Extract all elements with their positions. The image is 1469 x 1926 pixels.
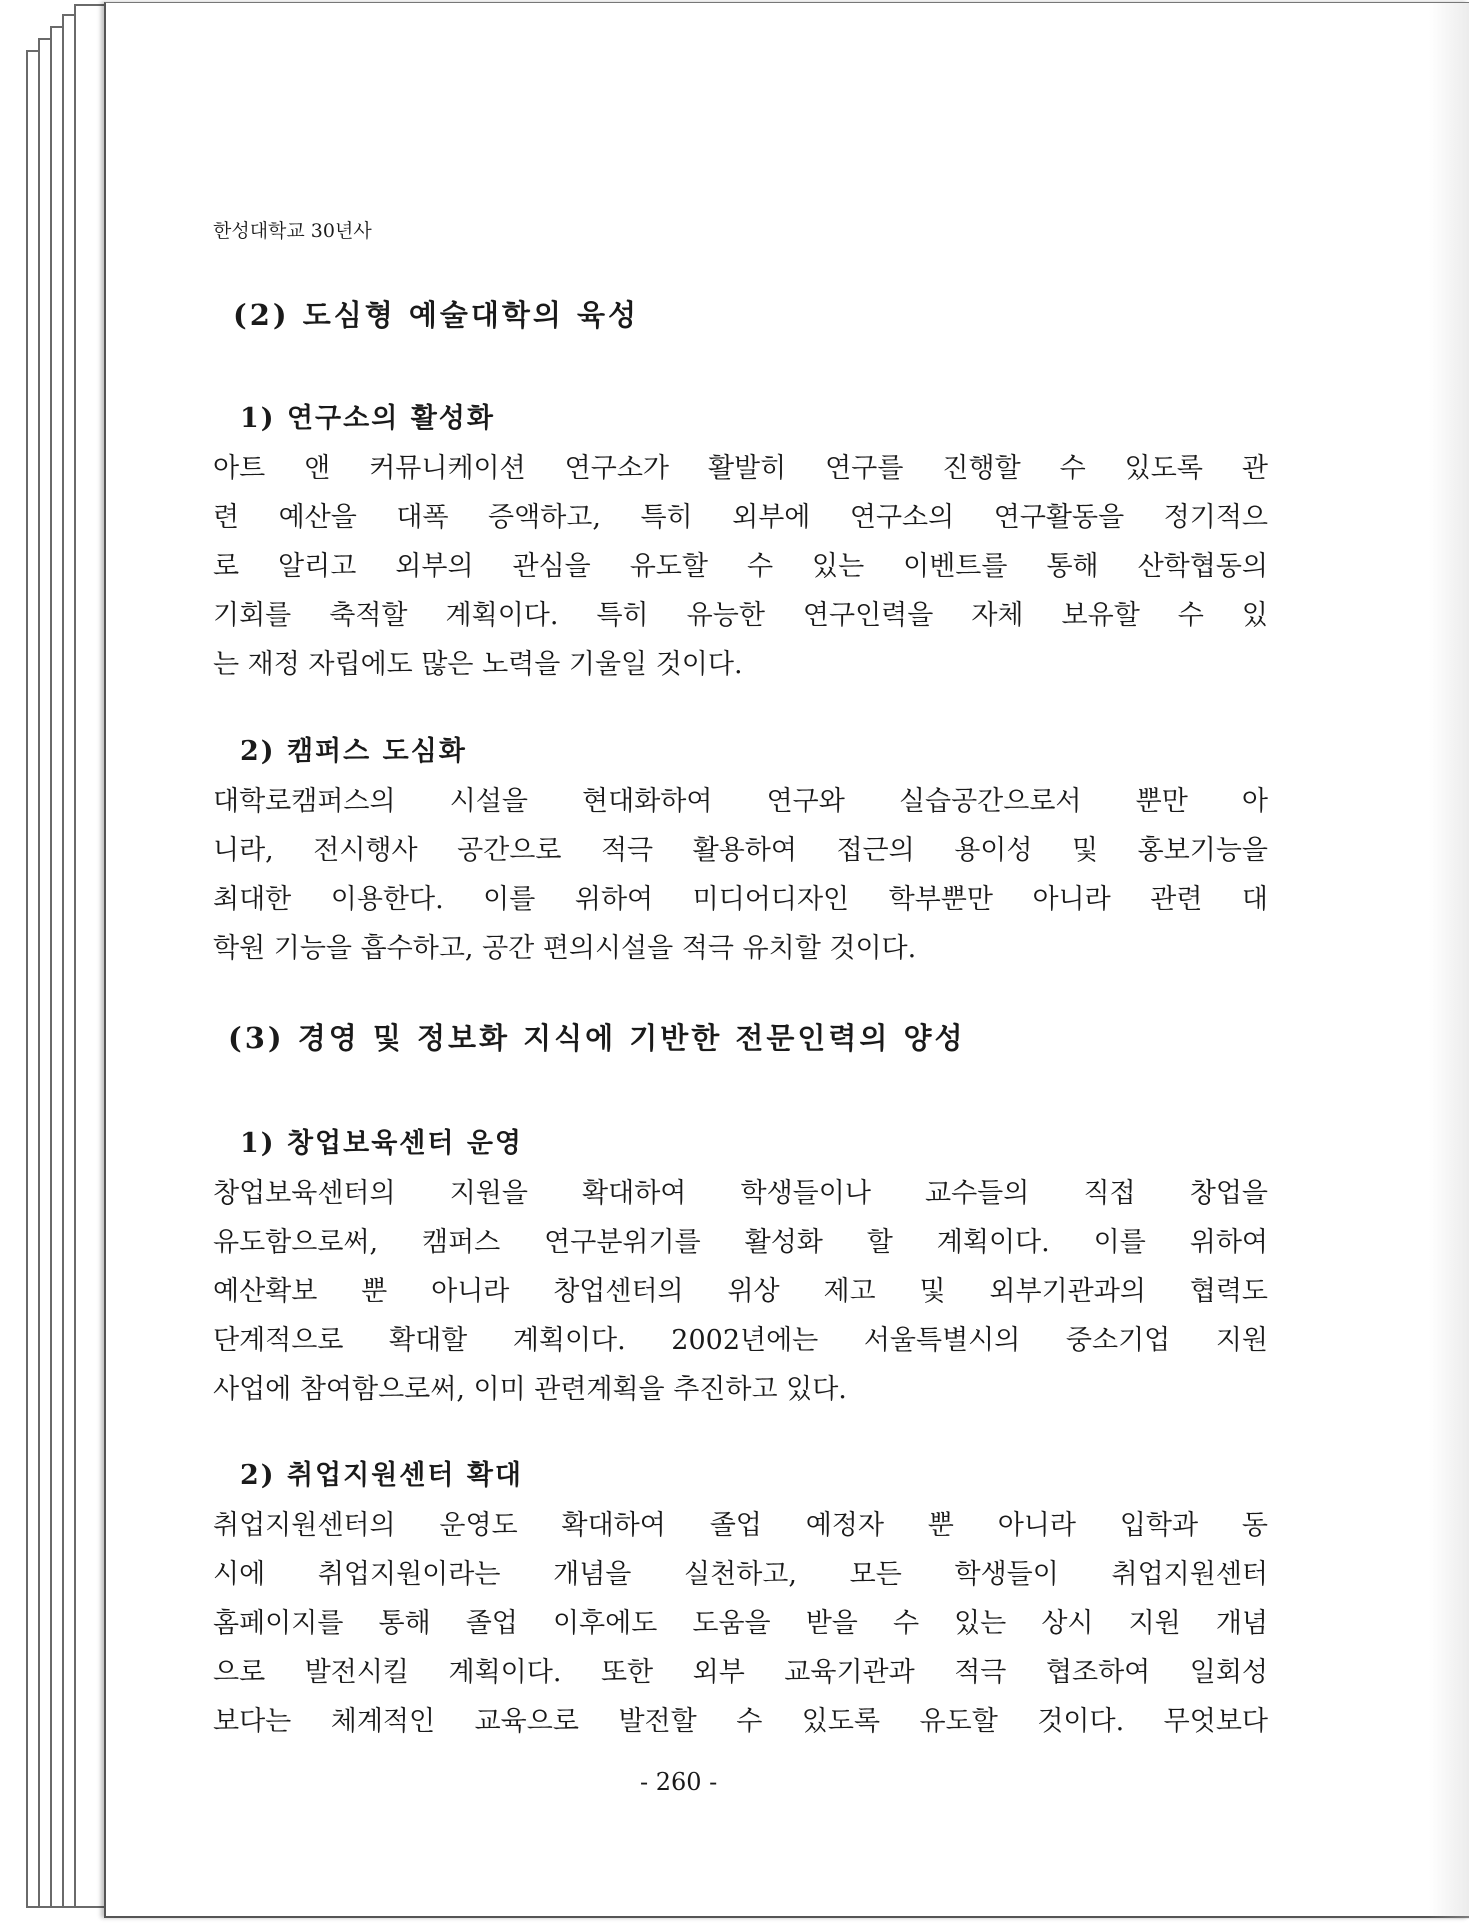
running-header: 한성대학교 30년사 [213,220,372,242]
paragraph-line: 창업보육센터의 지원을 확대하여 학생들이나 교수들의 직접 창업을 [213,1178,1268,1209]
paragraph [213,777,1268,973]
subsection-heading: 2) 캠퍼스 도심화 [240,736,467,767]
paragraph-line: 학원 기능을 흡수하고, 공간 편의시설을 적극 유치할 것이다. [213,933,917,964]
page-shadow [1429,3,1469,1919]
paragraph-line: 유도함으로써, 캠퍼스 연구분위기를 활성화 할 계획이다. 이를 위하여 [213,1227,1268,1258]
subsection-heading: 1) 창업보육센터 운영 [240,1128,524,1159]
paragraph-line: 예산확보 뿐 아니라 창업센터의 위상 제고 및 외부기관과의 협력도 [213,1276,1268,1307]
paragraph-line: 보다는 체계적인 교육으로 발전할 수 있도록 유도할 것이다. 무엇보다 [213,1706,1268,1737]
paragraph-line: 아트 앤 커뮤니케이션 연구소가 활발히 연구를 진행할 수 있도록 관 [213,453,1268,484]
paragraph-line: 취업지원센터의 운영도 확대하여 졸업 예정자 뿐 아니라 입학과 동 [213,1510,1268,1541]
paragraph-line: 최대한 이용한다. 이를 위하여 미디어디자인 학부뿐만 아니라 관련 대 [213,884,1268,915]
paragraph-line: 기회를 축적할 계획이다. 특히 유능한 연구인력을 자체 보유할 수 있 [213,600,1268,631]
paragraph-line: 는 재정 자립에도 많은 노력을 기울일 것이다. [213,649,743,680]
section-heading: (2) 도심형 예술대학의 육성 [233,298,640,332]
subsection-heading: 1) 연구소의 활성화 [240,403,495,434]
section-heading: (3) 경영 및 정보화 지식에 기반한 전문인력의 양성 [228,1021,966,1055]
paragraph-line: 시에 취업지원이라는 개념을 실천하고, 모든 학생들이 취업지원센터 [213,1559,1268,1590]
subsection-heading: 2) 취업지원센터 확대 [240,1460,524,1491]
paragraph [213,1501,1268,1746]
paragraph-line: 니라, 전시행사 공간으로 적극 활용하여 접근의 용이성 및 홍보기능을 [213,835,1268,866]
page-number: - 260 - [640,1768,718,1796]
paragraph-line: 로 알리고 외부의 관심을 유도할 수 있는 이벤트를 통해 산학협동의 [213,551,1268,582]
paragraph-line: 대학로캠퍼스의 시설을 현대화하여 연구와 실습공간으로서 뿐만 아 [213,786,1268,817]
paragraph [213,444,1268,689]
paragraph-line: 사업에 참여함으로써, 이미 관련계획을 추진하고 있다. [213,1374,847,1405]
paragraph-line: 홈페이지를 통해 졸업 이후에도 도움을 받을 수 있는 상시 지원 개념 [213,1608,1268,1639]
paragraph [213,1169,1268,1414]
paragraph-line: 으로 발전시킬 계획이다. 또한 외부 교육기관과 적극 협조하여 일회성 [213,1657,1268,1688]
paragraph-line: 련 예산을 대폭 증액하고, 특히 외부에 연구소의 연구활동을 정기적으 [213,502,1268,533]
paragraph-line: 단계적으로 확대할 계획이다. 2002년에는 서울특별시의 중소기업 지원 [213,1325,1268,1356]
